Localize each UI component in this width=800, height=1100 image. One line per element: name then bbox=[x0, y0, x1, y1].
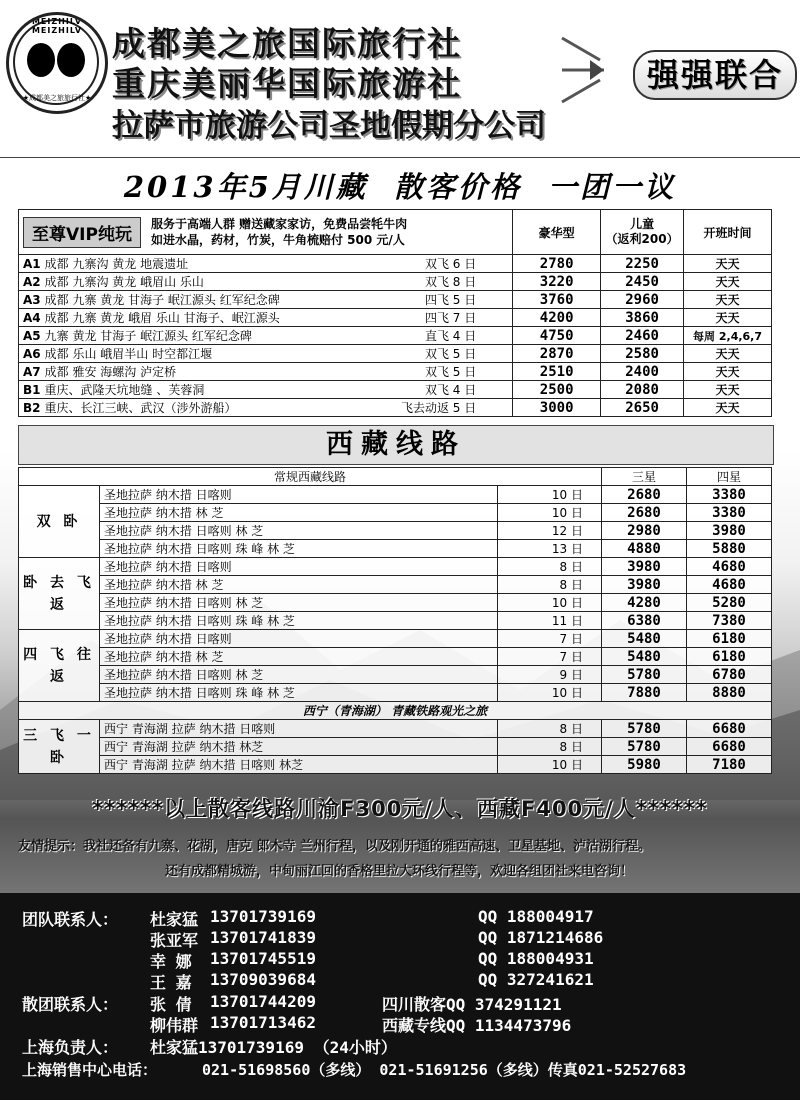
table-row bbox=[19, 273, 772, 291]
route-stops: 成都 雅安 海螺沟 泸定桥 bbox=[44, 365, 177, 379]
contact-phone: 13701741839 bbox=[210, 928, 316, 947]
contact-phone: 13701739169 bbox=[210, 907, 316, 926]
route-days: 8 日 bbox=[498, 720, 602, 738]
col-child-sub: （返利200） bbox=[605, 232, 679, 246]
price-child: 2250 bbox=[601, 255, 684, 273]
price-child: 2400 bbox=[601, 363, 684, 381]
fit-contact-label: 散团联系人： bbox=[22, 995, 119, 1014]
route-stops: 重庆、武隆天坑地缝 、芙蓉洞 bbox=[44, 383, 205, 397]
panda-logo bbox=[6, 12, 108, 114]
table-row bbox=[19, 291, 772, 309]
vip-cell bbox=[19, 210, 513, 255]
route-code: A6 bbox=[23, 347, 41, 361]
shanghai-manager-label: 上海负责人： bbox=[22, 1038, 119, 1057]
friendly-tip-1: 友情提示：我社还备有九寨、花湖，唐克 郎木寺 兰州行程，以及刚开通的雅西高速、卫星基地、泸沽湖行程。 bbox=[18, 839, 652, 854]
price-3star: 2680 bbox=[602, 504, 687, 522]
agency-name-3: 拉萨市旅游公司圣地假期分公司 bbox=[112, 108, 546, 144]
table-row bbox=[19, 345, 772, 363]
price-4star: 6680 bbox=[687, 738, 772, 756]
friendly-tip-2: 还有成都精城游，中甸丽江回的香格里拉大环线行程等，欢迎各组团社来电咨询！ bbox=[165, 864, 634, 879]
price-4star: 7380 bbox=[687, 612, 772, 630]
sales-center-value: 021-51698560（多线） 021-51691256（多线）传真021-52527683 bbox=[202, 1061, 687, 1079]
table-row bbox=[19, 630, 772, 648]
col-4star: 四星 bbox=[687, 468, 772, 486]
route-stops: 圣地拉萨 纳木措 日喀则 bbox=[100, 630, 498, 648]
contact-qq: QQ 188004931 bbox=[478, 949, 594, 968]
price-luxury: 2870 bbox=[513, 345, 601, 363]
vip-note-2: 如进水晶，药材，竹炭，牛角梳赔付 500 元/人 bbox=[150, 233, 405, 247]
contact-qq: QQ 327241621 bbox=[478, 970, 594, 989]
team-contact-label: 团队联系人： bbox=[22, 910, 119, 929]
group-label: 三 飞 一 卧 bbox=[19, 720, 100, 774]
price-luxury: 2780 bbox=[513, 255, 601, 273]
route-days: 7 日 bbox=[498, 630, 602, 648]
route-stops: 成都 九寨沟 黄龙 峨眉山 乐山 bbox=[44, 275, 204, 289]
price-luxury: 3760 bbox=[513, 291, 601, 309]
table-row bbox=[19, 558, 772, 576]
route-days: 飞去动返 5 日 bbox=[400, 401, 477, 415]
table-row bbox=[19, 486, 772, 504]
route-cell bbox=[19, 327, 513, 345]
route-days: 双飞 5 日 bbox=[424, 365, 477, 379]
table-row bbox=[19, 504, 772, 522]
price-4star: 6180 bbox=[687, 630, 772, 648]
route-code: A4 bbox=[23, 311, 41, 325]
table-row bbox=[19, 738, 772, 756]
group-label: 四 飞 往 返 bbox=[19, 630, 100, 702]
route-stops: 圣地拉萨 纳木措 日喀则 bbox=[100, 486, 498, 504]
logo-bottom-text: ★成都美之旅旅行社★ bbox=[22, 94, 92, 102]
contact-phone: 13701713462 bbox=[210, 1013, 316, 1032]
contact-qq: 四川散客QQ 374291121 bbox=[382, 995, 562, 1014]
table-row bbox=[19, 309, 772, 327]
contact-name: 张 倩 bbox=[150, 995, 192, 1014]
schedule-value: 天天 bbox=[684, 291, 772, 309]
price-3star: 5780 bbox=[602, 666, 687, 684]
table-row bbox=[19, 648, 772, 666]
table-row bbox=[19, 576, 772, 594]
qinghai-subtitle: 西宁（青海湖） 青藏铁路观光之旅 bbox=[19, 702, 772, 720]
price-luxury: 4200 bbox=[513, 309, 601, 327]
price-3star: 3980 bbox=[602, 576, 687, 594]
contact-qq: 西藏专线QQ 1134473796 bbox=[382, 1016, 572, 1035]
route-stops: 成都 九寨沟 黄龙 地震遗址 bbox=[44, 257, 189, 271]
agency-name-1: 成都美之旅国际旅行社 bbox=[112, 24, 462, 63]
price-3star: 5980 bbox=[602, 756, 687, 774]
route-days: 四飞 5 日 bbox=[424, 293, 477, 307]
route-cell bbox=[19, 273, 513, 291]
contact-phone: 13701745519 bbox=[210, 949, 316, 968]
joint-label: 强强联合 bbox=[633, 50, 797, 100]
table-row bbox=[19, 522, 772, 540]
route-days: 11 日 bbox=[498, 612, 602, 630]
route-days: 10 日 bbox=[498, 594, 602, 612]
route-days: 双飞 5 日 bbox=[424, 347, 477, 361]
price-4star: 3380 bbox=[687, 504, 772, 522]
price-4star: 6680 bbox=[687, 720, 772, 738]
price-child: 2460 bbox=[601, 327, 684, 345]
schedule-value: 天天 bbox=[684, 255, 772, 273]
route-days: 8 日 bbox=[498, 558, 602, 576]
merge-arrows-icon bbox=[560, 30, 630, 110]
route-stops: 西宁 青海湖 拉萨 纳木措 日喀则 bbox=[100, 720, 498, 738]
price-3star: 2980 bbox=[602, 522, 687, 540]
contact-name: 幸 娜 bbox=[150, 952, 192, 971]
route-cell bbox=[19, 291, 513, 309]
price-child: 2580 bbox=[601, 345, 684, 363]
contact-name: 杜家猛 bbox=[150, 910, 199, 929]
route-stops: 圣地拉萨 纳木措 日喀则 林 芝 bbox=[100, 666, 498, 684]
route-code: B2 bbox=[23, 401, 41, 415]
route-days: 四飞 7 日 bbox=[424, 311, 477, 325]
price-3star: 5480 bbox=[602, 630, 687, 648]
price-4star: 4680 bbox=[687, 558, 772, 576]
agency-name-2: 重庆美丽华国际旅游社 bbox=[112, 64, 462, 103]
route-code: B1 bbox=[23, 383, 41, 397]
col-schedule: 开班时间 bbox=[684, 210, 772, 255]
price-luxury: 3220 bbox=[513, 273, 601, 291]
table-header-row bbox=[19, 210, 772, 255]
sales-center-label: 上海销售中心电话： bbox=[22, 1061, 158, 1079]
schedule-value: 天天 bbox=[684, 345, 772, 363]
price-4star: 3380 bbox=[687, 486, 772, 504]
route-days: 双飞 8 日 bbox=[424, 275, 477, 289]
table-row bbox=[19, 666, 772, 684]
panda-icon bbox=[57, 43, 85, 77]
route-stops: 圣地拉萨 纳木措 日喀则 林 芝 bbox=[100, 522, 498, 540]
col-3star: 三星 bbox=[602, 468, 687, 486]
schedule-value: 天天 bbox=[684, 399, 772, 417]
header bbox=[0, 0, 800, 150]
price-3star: 4880 bbox=[602, 540, 687, 558]
schedule-value: 天天 bbox=[684, 363, 772, 381]
route-stops: 西宁 青海湖 拉萨 纳木措 日喀则 林芝 bbox=[100, 756, 498, 774]
price-child: 3860 bbox=[601, 309, 684, 327]
page-title: 2013年5月川藏 散客价格 一团一议 bbox=[123, 170, 677, 204]
price-3star: 2680 bbox=[602, 486, 687, 504]
route-stops: 圣地拉萨 纳木措 日喀则 林 芝 bbox=[100, 594, 498, 612]
route-stops: 成都 乐山 峨眉半山 时空都江堰 bbox=[44, 347, 213, 361]
route-stops: 圣地拉萨 纳木措 日喀则 珠 峰 林 芝 bbox=[100, 612, 498, 630]
price-4star: 7180 bbox=[687, 756, 772, 774]
surcharge-banner: ******以上散客线路川渝F300元/人、西藏F400元/人****** bbox=[92, 797, 708, 821]
route-stops: 圣地拉萨 纳木措 日喀则 珠 峰 林 芝 bbox=[100, 684, 498, 702]
price-child: 2080 bbox=[601, 381, 684, 399]
route-stops: 圣地拉萨 纳木措 日喀则 珠 峰 林 芝 bbox=[100, 540, 498, 558]
price-luxury: 3000 bbox=[513, 399, 601, 417]
route-stops: 圣地拉萨 纳木措 日喀则 bbox=[100, 558, 498, 576]
route-code: A2 bbox=[23, 275, 41, 289]
panda-icon bbox=[27, 43, 55, 77]
route-days: 10 日 bbox=[498, 756, 602, 774]
col-luxury: 豪华型 bbox=[513, 210, 601, 255]
route-stops: 重庆、长江三峡、武汉（涉外游船） bbox=[44, 401, 237, 415]
route-code: A1 bbox=[23, 257, 41, 271]
price-luxury: 2510 bbox=[513, 363, 601, 381]
route-days: 13 日 bbox=[498, 540, 602, 558]
contact-qq: QQ 1871214686 bbox=[478, 928, 604, 947]
route-cell bbox=[19, 309, 513, 327]
table-row bbox=[19, 720, 772, 738]
price-luxury: 2500 bbox=[513, 381, 601, 399]
price-4star: 5880 bbox=[687, 540, 772, 558]
route-code: A3 bbox=[23, 293, 41, 307]
route-days: 7 日 bbox=[498, 648, 602, 666]
route-stops: 成都 九寨 黄龙 峨眉 乐山 甘海子、岷江源头 bbox=[44, 311, 280, 325]
sichuan-price-table bbox=[18, 209, 772, 417]
price-3star: 6380 bbox=[602, 612, 687, 630]
tibet-price-table bbox=[18, 467, 772, 774]
divider bbox=[0, 157, 800, 158]
schedule-value: 天天 bbox=[684, 309, 772, 327]
shanghai-manager-value: 杜家猛13701739169 （24小时） bbox=[150, 1038, 397, 1057]
route-days: 双飞 4 日 bbox=[424, 383, 477, 397]
route-days: 直飞 4 日 bbox=[424, 329, 477, 343]
col-route: 常规西藏线路 bbox=[19, 468, 602, 486]
vip-badge: 至尊VIP纯玩 bbox=[23, 217, 141, 248]
route-days: 8 日 bbox=[498, 738, 602, 756]
table-row bbox=[19, 540, 772, 558]
table-row bbox=[19, 702, 772, 720]
price-4star: 3980 bbox=[687, 522, 772, 540]
route-cell bbox=[19, 381, 513, 399]
price-4star: 5280 bbox=[687, 594, 772, 612]
group-label: 双 卧 bbox=[19, 486, 100, 558]
route-days: 9 日 bbox=[498, 666, 602, 684]
schedule-value: 每周 2,4,6,7 bbox=[684, 327, 772, 345]
contact-name: 王 嘉 bbox=[150, 973, 192, 992]
table-row bbox=[19, 684, 772, 702]
table-row bbox=[19, 363, 772, 381]
route-stops: 九寨 黄龙 甘海子 岷江源头 红军纪念碑 bbox=[44, 329, 252, 343]
route-days: 8 日 bbox=[498, 576, 602, 594]
route-days: 10 日 bbox=[498, 486, 602, 504]
route-cell bbox=[19, 255, 513, 273]
route-days: 10 日 bbox=[498, 504, 602, 522]
price-child: 2960 bbox=[601, 291, 684, 309]
price-4star: 8880 bbox=[687, 684, 772, 702]
schedule-value: 天天 bbox=[684, 381, 772, 399]
table-row bbox=[19, 327, 772, 345]
price-3star: 7880 bbox=[602, 684, 687, 702]
price-3star: 5780 bbox=[602, 720, 687, 738]
price-3star: 3980 bbox=[602, 558, 687, 576]
price-4star: 6180 bbox=[687, 648, 772, 666]
route-stops: 成都 九寨 黄龙 甘海子 岷江源头 红军纪念碑 bbox=[44, 293, 280, 307]
price-child: 2650 bbox=[601, 399, 684, 417]
price-luxury: 4750 bbox=[513, 327, 601, 345]
price-3star: 5780 bbox=[602, 738, 687, 756]
table-header-row bbox=[19, 468, 772, 486]
table-row bbox=[19, 594, 772, 612]
route-cell bbox=[19, 399, 513, 417]
contact-qq: QQ 188004917 bbox=[478, 907, 594, 926]
col-child bbox=[601, 210, 684, 255]
route-days: 10 日 bbox=[498, 684, 602, 702]
route-stops: 圣地拉萨 纳木措 林 芝 bbox=[100, 504, 498, 522]
logo-ring-text: MEIZHILV MEIZHILV bbox=[31, 17, 83, 35]
contact-phone: 13709039684 bbox=[210, 970, 316, 989]
tibet-section-title: 西藏线路 bbox=[18, 425, 774, 465]
price-4star: 6780 bbox=[687, 666, 772, 684]
col-child-label: 儿童 bbox=[630, 217, 655, 231]
table-row bbox=[19, 255, 772, 273]
route-code: A5 bbox=[23, 329, 41, 343]
route-stops: 西宁 青海湖 拉萨 纳木措 林芝 bbox=[100, 738, 498, 756]
route-days: 12 日 bbox=[498, 522, 602, 540]
table-row bbox=[19, 399, 772, 417]
price-child: 2450 bbox=[601, 273, 684, 291]
contact-name: 柳伟群 bbox=[150, 1016, 199, 1035]
price-4star: 4680 bbox=[687, 576, 772, 594]
route-days: 双飞 6 日 bbox=[424, 257, 477, 271]
route-cell bbox=[19, 345, 513, 363]
vip-note-1: 服务于高端人群 赠送藏家家访，免费品尝牦牛肉 bbox=[150, 217, 408, 231]
group-label: 卧 去 飞 返 bbox=[19, 558, 100, 630]
price-3star: 4280 bbox=[602, 594, 687, 612]
table-row bbox=[19, 381, 772, 399]
route-code: A7 bbox=[23, 365, 41, 379]
contact-phone: 13701744209 bbox=[210, 992, 316, 1011]
contact-panel bbox=[0, 893, 800, 1100]
table-row bbox=[19, 756, 772, 774]
table-row bbox=[19, 612, 772, 630]
price-3star: 5480 bbox=[602, 648, 687, 666]
schedule-value: 天天 bbox=[684, 273, 772, 291]
route-stops: 圣地拉萨 纳木措 林 芝 bbox=[100, 576, 498, 594]
contact-name: 张亚军 bbox=[150, 931, 199, 950]
route-stops: 圣地拉萨 纳木措 林 芝 bbox=[100, 648, 498, 666]
route-cell bbox=[19, 363, 513, 381]
